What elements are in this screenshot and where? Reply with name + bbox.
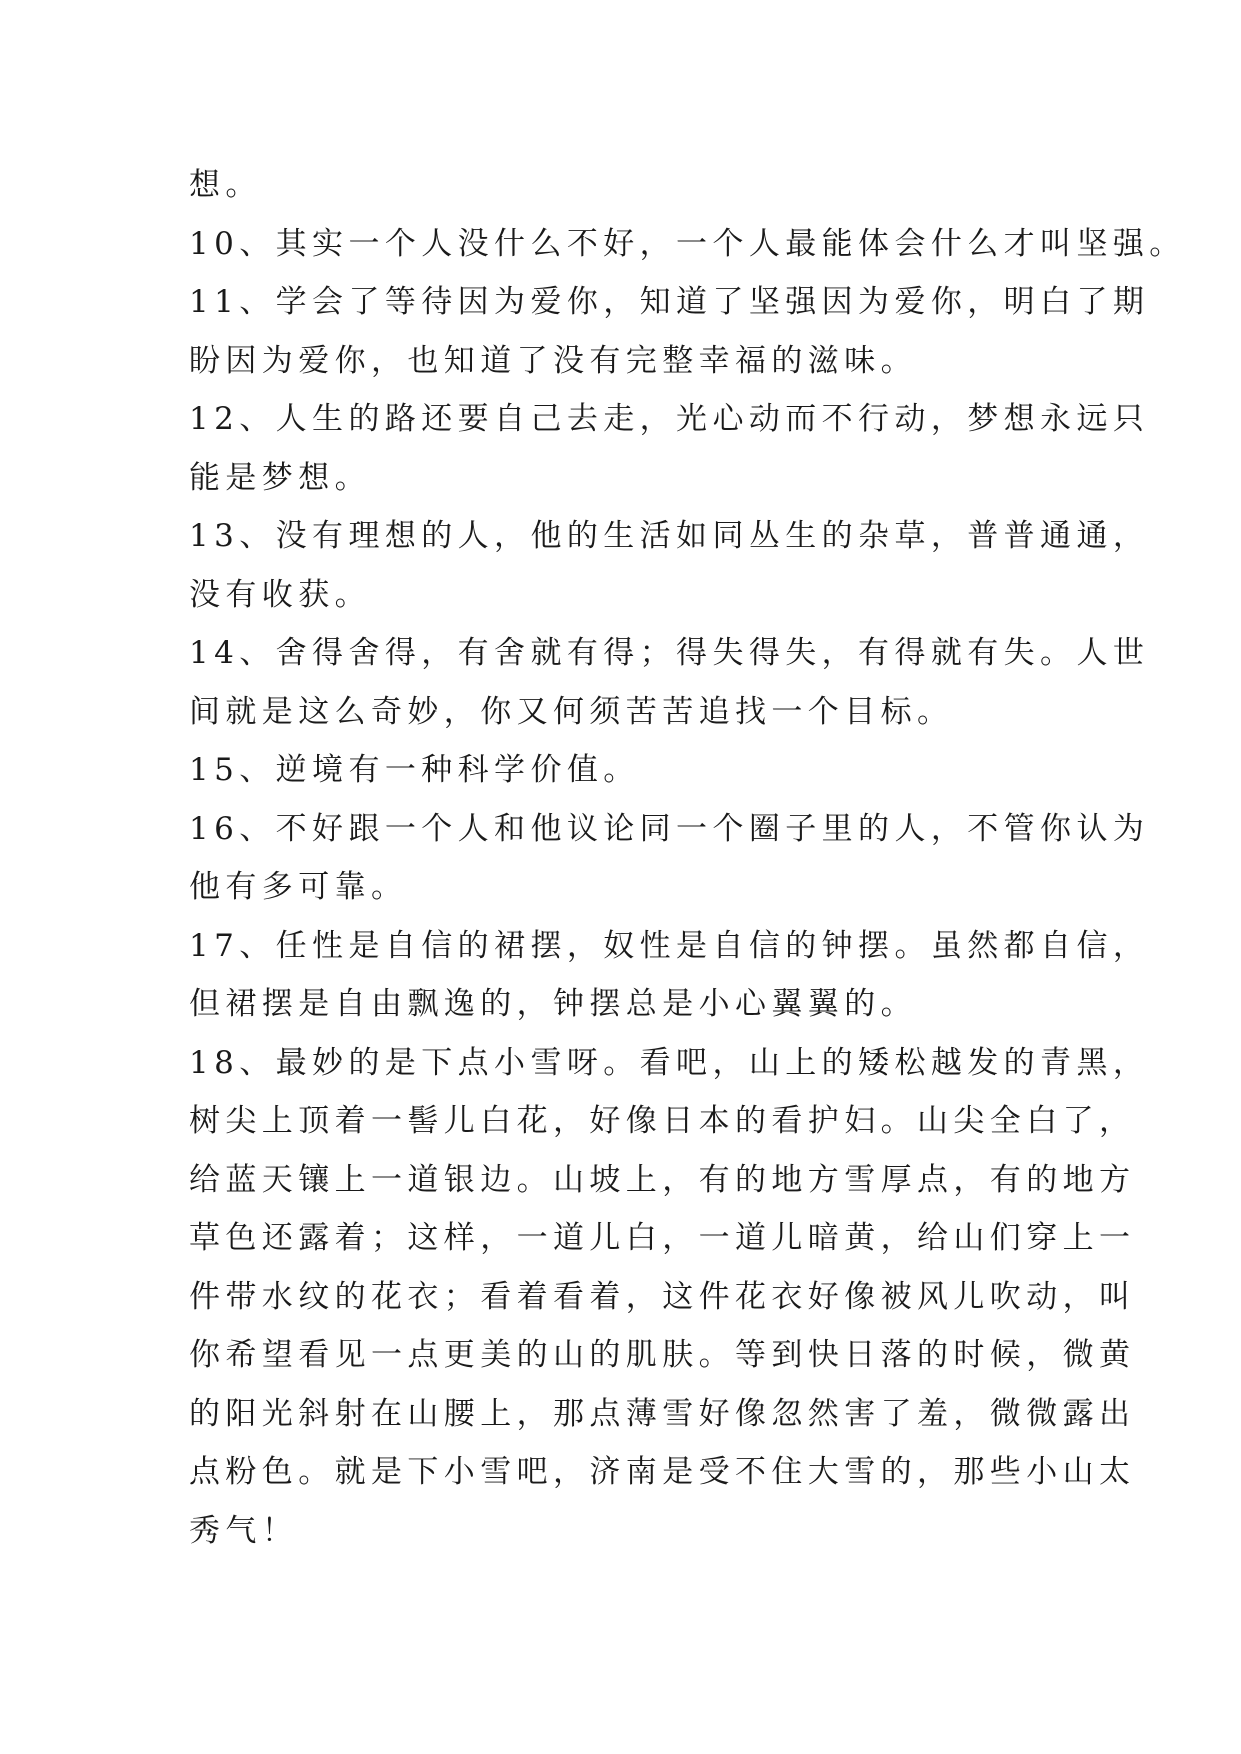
text-line: 16、不好跟一个人和他议论同一个圈子里的人，不管你认为 [189,810,1150,847]
text-line: 18、最妙的是下点小雪呀。看吧，山上的矮松越发的青黑， [189,1044,1150,1081]
text-line: 17、任性是自信的裙摆，奴性是自信的钟摆。虽然都自信， [189,927,1150,964]
text-line: 他有多可靠。 [189,869,408,905]
text-line: 秀气！ [189,1512,299,1549]
text-line: 但裙摆是自由飘逸的，钟摆总是小心翼翼的。 [189,986,917,1022]
text-line: 10、其实一个人没什么不好，一个人最能体会什么才叫坚强。 [189,225,1186,262]
text-line: 给蓝天镶上一道银边。山坡上，有的地方雪厚点，有的地方 [189,1161,1136,1198]
text-line: 间就是这么奇妙，你又何须苦苦追找一个目标。 [189,693,954,730]
text-line: 你希望看见一点更美的山的肌肤。等到快日落的时候，微黄 [189,1337,1136,1373]
text-line: 盼因为爱你，也知道了没有完整幸福的滋味。 [189,342,917,379]
text-line: 点粉色。就是下小雪吧，济南是受不住大雪的，那些小山太 [189,1454,1136,1490]
text-line: 15、逆境有一种科学价值。 [189,752,640,788]
text-line: 草色还露着；这样，一道儿白，一道儿暗黄，给山们穿上一 [189,1220,1136,1256]
text-line: 11、学会了等待因为爱你，知道了坚强因为爱你，明白了期 [189,284,1150,320]
document-page [189,156,1186,1560]
text-line: 13、没有理想的人，他的生活如同丛生的杂草，普普通通， [189,518,1150,554]
text-line: 件带水纹的花衣；看着看着，这件花衣好像被风儿吹动，叫 [189,1278,1136,1315]
text-line: 没有收获。 [189,576,371,613]
text-line: 12、人生的路还要自己去走，光心动而不行动，梦想永远只 [189,401,1150,437]
text-line: 的阳光斜射在山腰上，那点薄雪好像忽然害了羞，微微露出 [189,1395,1136,1432]
text-line: 想。 [189,167,262,203]
text-line: 14、舍得舍得，有舍就有得；得失得失，有得就有失。人世 [189,635,1150,671]
text-line: 树尖上顶着一髻儿白花，好像日本的看护妇。山尖全白了， [189,1103,1136,1139]
text-line: 能是梦想。 [189,459,371,496]
